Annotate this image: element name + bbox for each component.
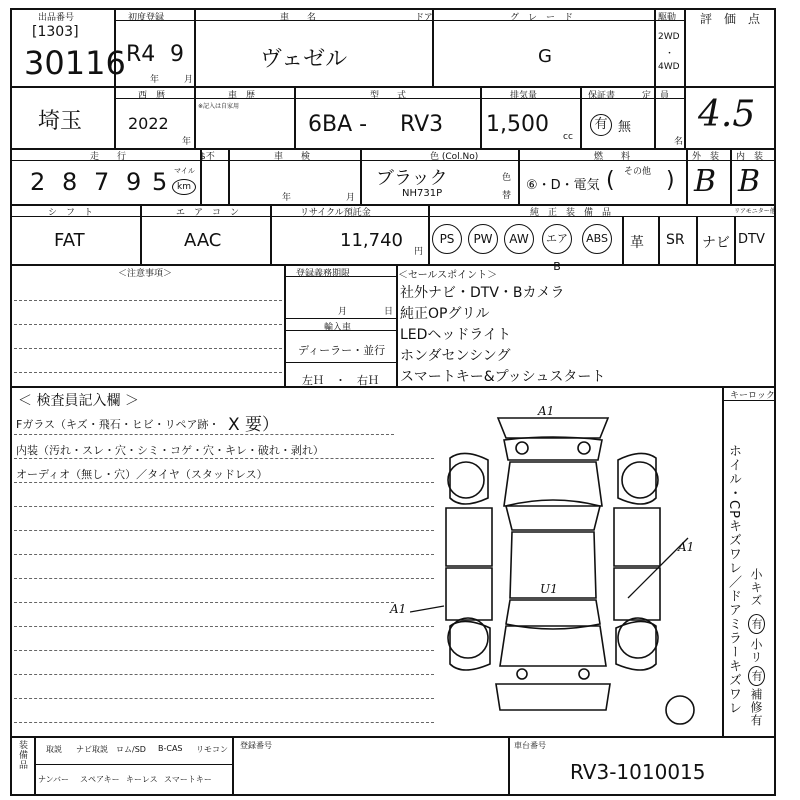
equip-abs: ABS — [582, 224, 612, 254]
auction-sheet — [10, 8, 776, 794]
grade-label: グ レ ー ド — [510, 13, 574, 23]
car-name-label: 車 名 — [280, 13, 317, 23]
import-label: 輸入車 — [324, 323, 352, 333]
right-rear-fender — [616, 621, 656, 670]
reg-deadline-label: 登録義務期限 — [296, 269, 351, 279]
inspector-line: オーディオ（無し・穴）／タイヤ（スタッドレス） — [16, 468, 268, 481]
sales-point-item: ホンダセンシング — [400, 348, 511, 364]
equip-pw: PW — [468, 224, 498, 254]
door-label: ドア — [415, 13, 433, 23]
chassis-label: 車台番号 — [514, 741, 546, 750]
equipment-label: 純 正 装 備 品 — [530, 208, 612, 218]
inspector-line: 内装（汚れ・スレ・穴・シミ・コゲ・穴・キレ・破れ・剥れ） — [16, 444, 324, 457]
fuel-paren-open: ( — [606, 168, 615, 193]
side-yes-mark: 有 — [748, 614, 765, 634]
ac-label: エ ア コ ン — [176, 208, 240, 218]
mile-unit: マイル — [174, 167, 195, 175]
right-rear-wheel — [618, 618, 658, 658]
sales-point-item: LEDヘッドライト — [400, 327, 512, 343]
handle-side: 左Ｈ ・ 右Ｈ — [302, 374, 379, 387]
footer-item: スマートキー — [164, 775, 212, 784]
equip-dtv: DTV — [738, 232, 765, 247]
fuel: ⑥・D・電気 — [526, 178, 600, 193]
reg-month: 9 — [170, 42, 184, 67]
exterior-label: 外 装 — [692, 152, 720, 162]
nox-label: $不 — [200, 152, 215, 162]
lot-sub: [1303] — [32, 24, 79, 40]
mileage-digit: 8 — [62, 168, 78, 196]
left-rear-door — [446, 568, 492, 620]
shift-label: シ フ ト — [48, 208, 94, 218]
mileage-digit: 2 — [30, 168, 46, 196]
warranty-label: 保証書 — [588, 91, 616, 101]
car-damage-diagram — [410, 398, 710, 728]
dealer-parallel: ディーラー・並行 — [298, 344, 386, 357]
footer-item: ナビ取説 — [76, 745, 108, 754]
deadline-day-unit: 日 — [384, 307, 394, 317]
history-label: 車 歴 — [228, 91, 256, 101]
color-change-label: 替 — [502, 191, 512, 201]
capacity-unit: 名 — [674, 137, 684, 147]
damage-pointer-left — [410, 606, 444, 612]
rear-monitor-label: リアモニター他 — [734, 208, 776, 215]
drive-2wd: 2WD — [658, 32, 680, 42]
km-unit: km — [172, 179, 196, 195]
right-front-fender — [618, 453, 656, 504]
right-rear-door — [614, 568, 660, 620]
capacity-label: 定 員 — [642, 91, 670, 101]
score: 4.5 — [698, 94, 756, 135]
footer-item: リモコン — [196, 745, 228, 754]
reg-number-label: 登録番号 — [240, 741, 272, 750]
caution-label: ＜注意事項＞ — [118, 269, 173, 279]
footer-item: キーレス — [126, 775, 158, 784]
color: ブラック — [376, 168, 448, 189]
mileage-label: 走 行 — [90, 152, 127, 162]
damage-code-front: A1 — [538, 404, 555, 418]
equip-airbag: エアB — [542, 224, 572, 254]
side-yes-mark: 有 — [748, 666, 765, 686]
footer-item: ロム/SD — [116, 745, 146, 754]
shift: FAT — [54, 230, 85, 251]
car-windshield — [506, 500, 600, 530]
year-unit: 年 — [150, 75, 160, 85]
side-repair: 補修有 — [749, 688, 763, 727]
cc-label: 排気量 — [510, 91, 538, 101]
deadline-month-unit: 月 — [338, 307, 348, 317]
color-label: 色 (Col.No) — [430, 152, 479, 162]
model-prefix: 6BA - — [308, 112, 368, 137]
left-rear-wheel — [448, 618, 488, 658]
mileage-digit: 9 — [126, 168, 142, 196]
left-front-wheel — [448, 462, 484, 498]
inspector-title: ＜ 検査員記入欄 ＞ — [18, 393, 139, 409]
lot-label: 出品番号 — [38, 13, 75, 23]
drive-4wd: 4WD — [658, 62, 680, 72]
interior-label: 内 装 — [736, 152, 764, 162]
side-small-scratch: 小キズ — [749, 568, 763, 607]
mileage-digit: 5 — [152, 168, 168, 196]
damage-code-left: A1 — [390, 602, 407, 616]
damage-code-right: A1 — [678, 540, 695, 554]
damage-code-roof: U1 — [540, 582, 558, 596]
drive-label: 駆動 — [658, 13, 677, 23]
left-front-door — [446, 508, 492, 566]
left-rear-fender — [450, 621, 490, 670]
fuel-paren-close: ) — [666, 168, 675, 193]
footer-item: B-CAS — [158, 744, 183, 753]
side-small-dent: 小リ — [749, 638, 763, 664]
side-note: ホイル・CPキズワレ／ドアミラーキズワレ — [726, 444, 741, 715]
model-year: 2022 — [128, 114, 169, 133]
recycle-fee: 11,740 — [340, 230, 403, 251]
car-trunk — [500, 626, 606, 666]
keylock-label: キーロック — [730, 391, 775, 401]
reg-era: R4 — [126, 42, 156, 67]
model-label: 型 式 — [370, 91, 407, 101]
inspector-line: Fガラス（キズ・飛石・ヒビ・リペア跡・ — [16, 418, 220, 431]
lot-number: 30116 — [24, 44, 126, 82]
fuel-label: 燃 料 — [594, 152, 631, 162]
sales-point-item: 純正OPグリル — [400, 306, 490, 322]
footer-equip-label: 装備品 — [17, 740, 27, 770]
recycle-label: リサイクル預託金 — [300, 208, 371, 218]
interior-grade: B — [738, 164, 761, 199]
inspector-mark: X 要） — [228, 415, 280, 435]
first-reg-label: 初度登録 — [128, 13, 165, 23]
equip-navi: ナビ — [702, 235, 730, 251]
fuel-other: その他 — [624, 167, 652, 177]
grade: G — [538, 46, 552, 67]
footer-item: 取説 — [46, 745, 62, 754]
model-code: RV3 — [400, 112, 444, 137]
right-front-door — [614, 508, 660, 566]
drive-sep: ・ — [665, 49, 675, 59]
exterior-grade: B — [694, 164, 717, 199]
equip-ps: PS — [432, 224, 462, 254]
recycle-unit: 円 — [414, 247, 424, 257]
car-front-bumper — [498, 418, 608, 438]
footer-item: スペアキー — [80, 775, 120, 784]
prefecture: 埼玉 — [38, 109, 83, 134]
headlight-right — [578, 442, 590, 454]
headlight-left — [516, 442, 528, 454]
inspection-year-unit: 年 — [282, 193, 292, 203]
warranty-yes-mark: 有 — [590, 114, 612, 136]
inspection-label: 車 検 — [274, 152, 311, 162]
mileage-digit: 7 — [94, 168, 110, 196]
spare-tire — [666, 696, 694, 724]
cc-unit: cc — [563, 132, 573, 142]
sales-point-item: 社外ナビ・DTV・Bカメラ — [400, 285, 565, 301]
sales-point-label: ＜セールスポイント＞ — [398, 270, 498, 281]
history-sub: ※記入は自家用 — [198, 103, 240, 110]
car-rear-bumper — [496, 684, 610, 710]
equip-leather: 革 — [630, 235, 644, 251]
year-label: 西 暦 — [138, 91, 166, 101]
chassis-number: RV3-1010015 — [570, 760, 706, 784]
model-year-unit: 年 — [182, 137, 192, 147]
color-code: NH731P — [402, 188, 443, 199]
sales-point-item: スマートキー&プッシュスタート — [400, 369, 606, 385]
right-front-wheel — [622, 462, 658, 498]
inspection-month-unit: 月 — [346, 193, 356, 203]
car-name: ヴェゼル — [260, 47, 348, 72]
equip-aw: AW — [504, 224, 534, 254]
displacement: 1,500 — [486, 112, 549, 137]
score-label: 評 価 点 — [700, 12, 761, 26]
month-unit: 月 — [184, 75, 194, 85]
left-front-fender — [450, 453, 488, 504]
aircon: AAC — [184, 230, 222, 251]
car-rear-window — [506, 600, 600, 629]
equip-sr: SR — [666, 232, 685, 248]
color-change-label: 色 — [502, 173, 512, 183]
warranty-no: 無 — [618, 120, 632, 135]
footer-item: ナンバー — [38, 775, 70, 784]
